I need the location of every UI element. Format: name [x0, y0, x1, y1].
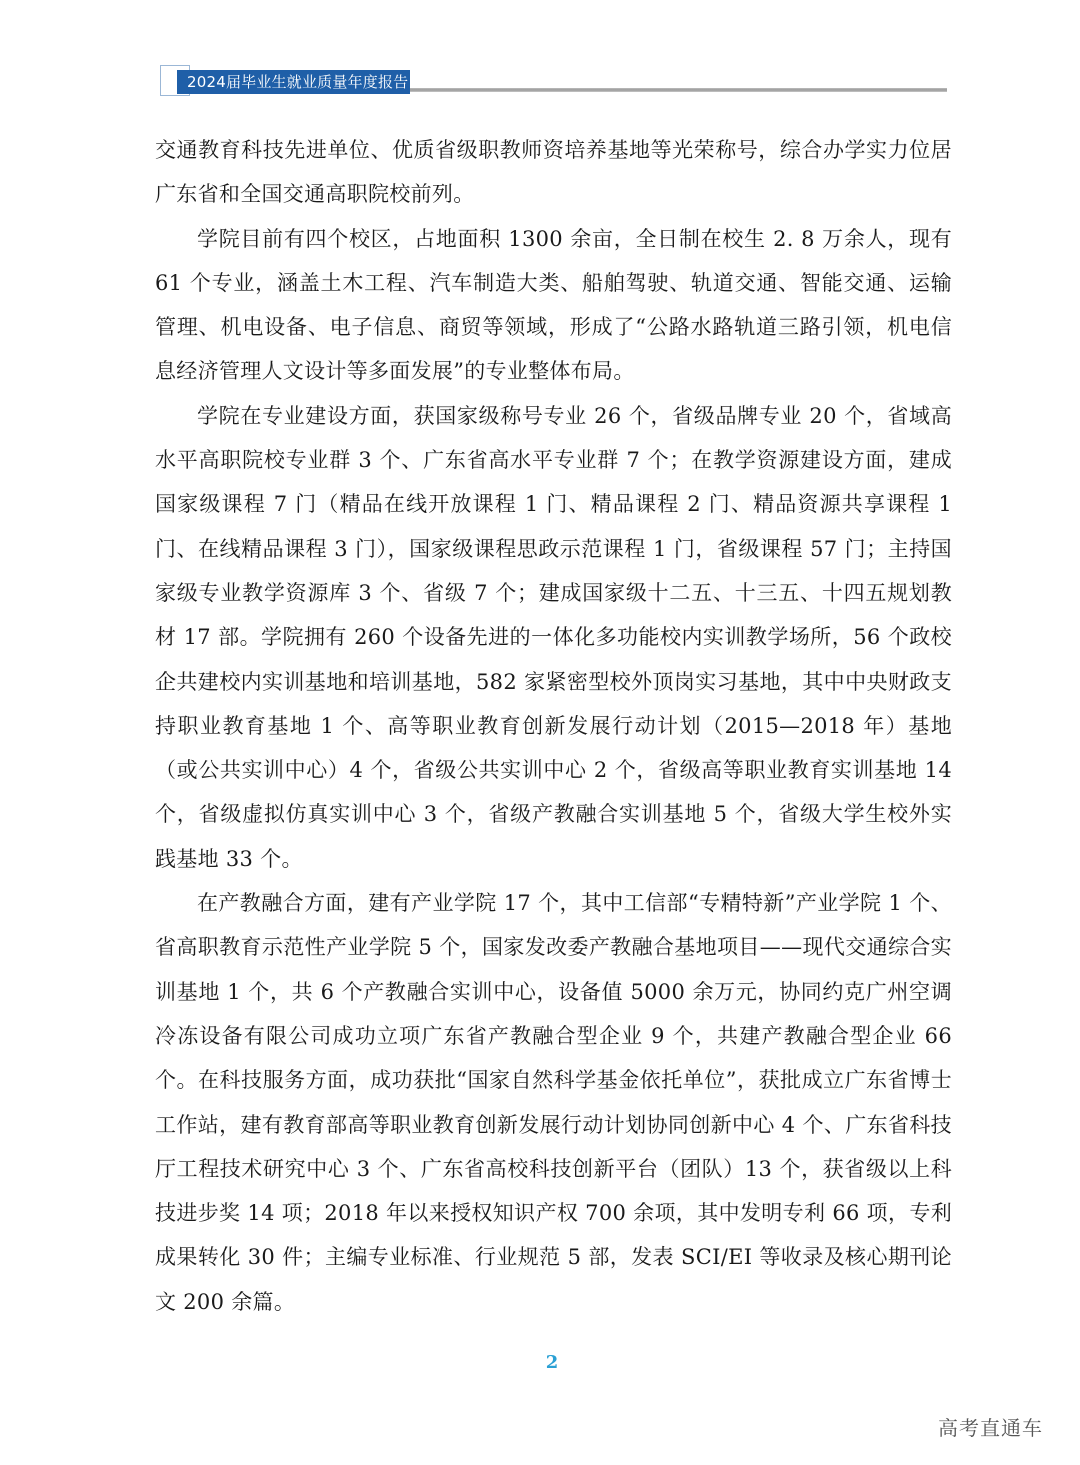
header-rule-line — [410, 88, 947, 92]
paragraph-4: 在产教融合方面，建有产业学院 17 个，其中工信部“专精特新”产业学院 1 个、省高职教育示范性产业学院 5 个，国家发改委产教融合基地项目——现代交通综合实训基地 1 个，共 6 个产教融合实训中心，设备值 5000 余万元，协同约克广州空调冷冻设备有限公司成功立项广东省产教融合型企业 9 个，共建产教融合型企业 66 个。在科技服务方面，成功获批“国家自然科学基金依托单位”，获批成立广东省博士工作站，建有教育部高等职业教育创新发展行动计划协同创新中心 4 个、广东省科技厅工程技术研究中心 3 个、广东省高校科技创新平台（团队）13 个，获省级以上科技进步奖 14 项；2018 年以来授权知识产权 700 余项，其中发明专利 66 项，专利成果转化 30 件；主编专业标准、行业规范 5 部，发表 SCI/EI 等收录及核心期刊论文 200 余篇。 — [155, 891, 952, 1314]
page-number: 2 — [545, 1352, 559, 1373]
document-body — [155, 128, 952, 1324]
paragraph-1: 交通教育科技先进单位、优质省级职教师资培养基地等光荣称号，综合办学实力位居广东省和全国交通高职院校前列。 — [155, 138, 952, 207]
page-header — [0, 0, 1080, 110]
paragraph-2: 学院目前有四个校区，占地面积 1300 余亩，全日制在校生 2. 8 万余人，现有 61 个专业，涵盖土木工程、汽车制造大类、船舶驾驶、轨道交通、智能交通、运输管理、机电设备、电子信息、商贸等领域，形成了“公路水路轨道三路引领，机电信息经济管理人文设计等多面发展”的专业整体布局。 — [155, 226, 952, 384]
watermark-text: 高考直通车 — [938, 1416, 1043, 1440]
paragraph-3: 学院在专业建设方面，获国家级称号专业 26 个，省级品牌专业 20 个，省域高水平高职院校专业群 3 个、广东省高水平专业群 7 个；在教学资源建设方面，建成国家级课程 7 门（精品在线开放课程 1 门、精品课程 2 门、精品资源共享课程 1 门、在线精品课程 3 门），国家级课程思政示范课程 1 门，省级课程 57 门；主持国家级专业教学资源库 3 个、省级 7 个；建成国家级十二五、十三五、十四五规划教材 17 部。学院拥有 260 个设备先进的一体化多功能校内实训教学场所，56 个政校企共建校内实训基地和培训基地，582 家紧密型校外顶岗实习基地，其中中央财政支持职业教育基地 1 个、高等职业教育创新发展行动计划（2015—2018 年）基地（或公共实训中心）4 个，省级公共实训中心 2 个，省级高等职业教育实训基地 14 个，省级虚拟仿真实训中心 3 个，省级产教融合实训基地 5 个，省级大学生校外实践基地 33 个。 — [155, 403, 952, 871]
report-title-label: 2024届毕业生就业质量年度报告 — [177, 70, 410, 94]
